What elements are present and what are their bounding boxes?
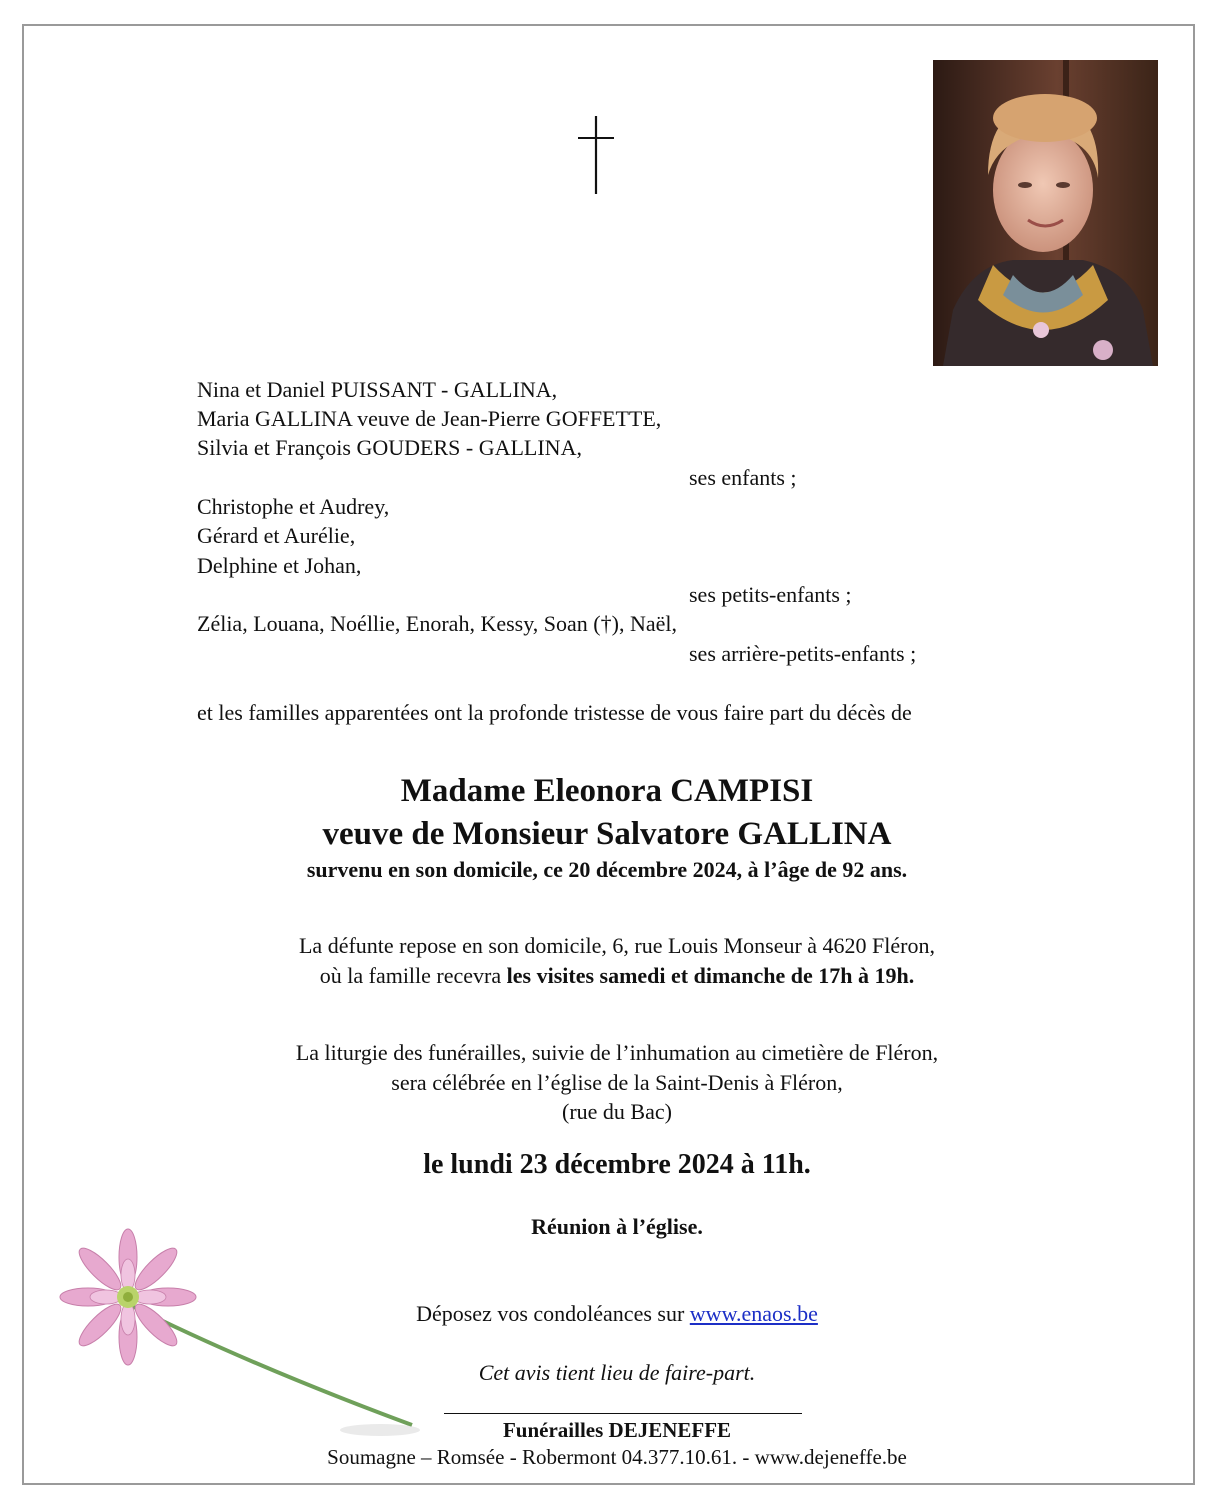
ceremony-date: le lundi 23 décembre 2024 à 11h. <box>423 1149 811 1180</box>
great-grandchildren-label: ses arrière-petits-enfants ; <box>689 641 917 666</box>
liturgy-line-3: (rue du Bac) <box>562 1099 672 1124</box>
deceased-spouse: veuve de Monsieur Salvatore GALLINA <box>322 816 892 852</box>
grandchildren-line-2: Gérard et Aurélie, <box>197 523 356 548</box>
children-line-3: Silvia et François GOUDERS - GALLINA, <box>197 435 582 460</box>
children-label: ses enfants ; <box>689 465 797 490</box>
liturgy-line-1: La liturgie des funérailles, suivie de l’inhumation au cimetière de Fléron, <box>295 1040 939 1065</box>
children-line-2: Maria GALLINA veuve de Jean-Pierre GOFFETTE, <box>197 406 662 431</box>
grandchildren-label: ses petits-enfants ; <box>689 582 852 607</box>
meeting-info: Réunion à l’église. <box>531 1214 703 1239</box>
death-info: survenu en son domicile, ce 20 décembre 2024, à l’âge de 92 ans. <box>306 857 908 882</box>
visits-line-2 <box>10 963 1214 989</box>
portrait-photo <box>933 60 1158 366</box>
condolences-link[interactable]: www.enaos.be <box>689 1301 818 1326</box>
visits-prefix: où la famille recevra <box>319 963 507 988</box>
footer-separator <box>444 1413 802 1414</box>
notice-text: Cet avis tient lieu de faire-part. <box>478 1360 756 1385</box>
condolences-prefix: Déposez vos condoléances sur <box>416 1301 690 1326</box>
visits-line-1: La défunte repose en son domicile, 6, rue Louis Monseur à 4620 Fléron, <box>298 933 935 958</box>
great-grandchildren-line: Zélia, Louana, Noéllie, Enorah, Kessy, Soan (†), Naël, <box>197 611 677 636</box>
flower-icon <box>50 1215 430 1455</box>
funeral-contact: Soumagne – Romsée - Robermont 04.377.10.61. - www.dejeneffe.be <box>327 1445 907 1469</box>
grandchildren-line-1: Christophe et Audrey, <box>197 494 390 519</box>
children-line-1: Nina et Daniel PUISSANT - GALLINA, <box>197 377 558 402</box>
grandchildren-line-3: Delphine et Johan, <box>197 553 362 578</box>
deceased-name: Madame Eleonora CAMPISI <box>400 773 814 809</box>
funeral-company: Funérailles DEJENEFFE <box>502 1418 732 1442</box>
cross-icon <box>578 116 614 194</box>
visits-hours: les visites samedi et dimanche de 17h à 19h. <box>506 963 915 988</box>
announcement-text: et les familles apparentées ont la profonde tristesse de vous faire part du décès de <box>197 700 912 725</box>
liturgy-line-2: sera célébrée en l’église de la Saint-Denis à Fléron, <box>391 1070 843 1095</box>
